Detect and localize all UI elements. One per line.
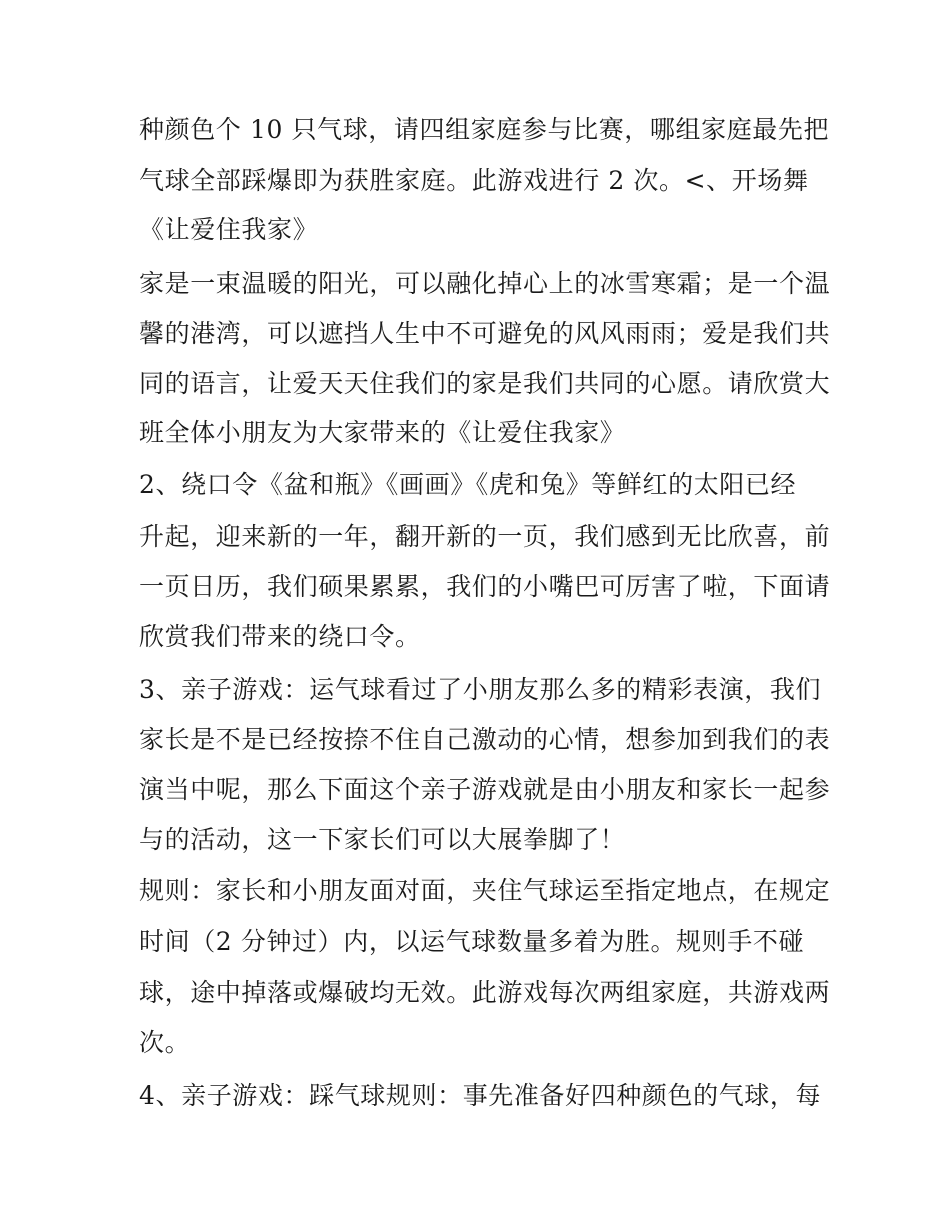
text-line: 种颜色个 10 只气球，请四组家庭参与比赛，哪组家庭最先把 (139, 115, 830, 144)
text-line: 演当中呢，那么下面这个亲子游戏就是由小朋友和家长一起参 (139, 775, 831, 804)
text-line: 欣赏我们带来的绕口令。 (139, 622, 421, 651)
text-line: 气球全部踩爆即为获胜家庭。此游戏进行 2 次。<、开场舞 (139, 166, 809, 195)
text-line: 升起，迎来新的一年，翻开新的一页，我们感到无比欣喜，前 (139, 522, 831, 551)
text-line: 球，途中掉落或爆破均无效。此游戏每次两组家庭，共游戏两 (139, 978, 831, 1007)
text-line: 次。 (139, 1028, 191, 1057)
text-line: 家长是不是已经按捺不住自己激动的心情，想参加到我们的表 (139, 725, 831, 754)
text-line: 《让爱住我家》 (139, 215, 319, 244)
text-line: 3、亲子游戏：运气球看过了小朋友那么多的精彩表演，我们 (139, 675, 822, 704)
text-line: 班全体小朋友为大家带来的《让爱住我家》 (139, 418, 626, 447)
text-line: 一页日历，我们硕果累累，我们的小嘴巴可厉害了啦，下面请 (139, 572, 831, 601)
text-line: 时间（2 分钟过）内，以运气球数量多着为胜。规则手不碰 (139, 927, 805, 956)
text-line: 馨的港湾，可以遮挡人生中不可避免的风风雨雨；爱是我们共 (139, 319, 831, 348)
text-line: 与的活动，这一下家长们可以大展拳脚了！ (139, 825, 626, 854)
text-line: 2、绕口令《盆和瓶》《画画》《虎和兔》等鲜红的太阳已经 (139, 470, 797, 499)
text-line: 规则：家长和小朋友面对面，夹住气球运至指定地点，在规定 (139, 876, 831, 905)
text-line: 4、亲子游戏：踩气球规则：事先准备好四种颜色的气球，每 (139, 1081, 822, 1110)
text-line: 同的语言，让爱天天住我们的家是我们共同的心愿。请欣赏大 (139, 369, 831, 398)
text-line: 家是一束温暖的阳光，可以融化掉心上的冰雪寒霜；是一个温 (139, 269, 831, 298)
